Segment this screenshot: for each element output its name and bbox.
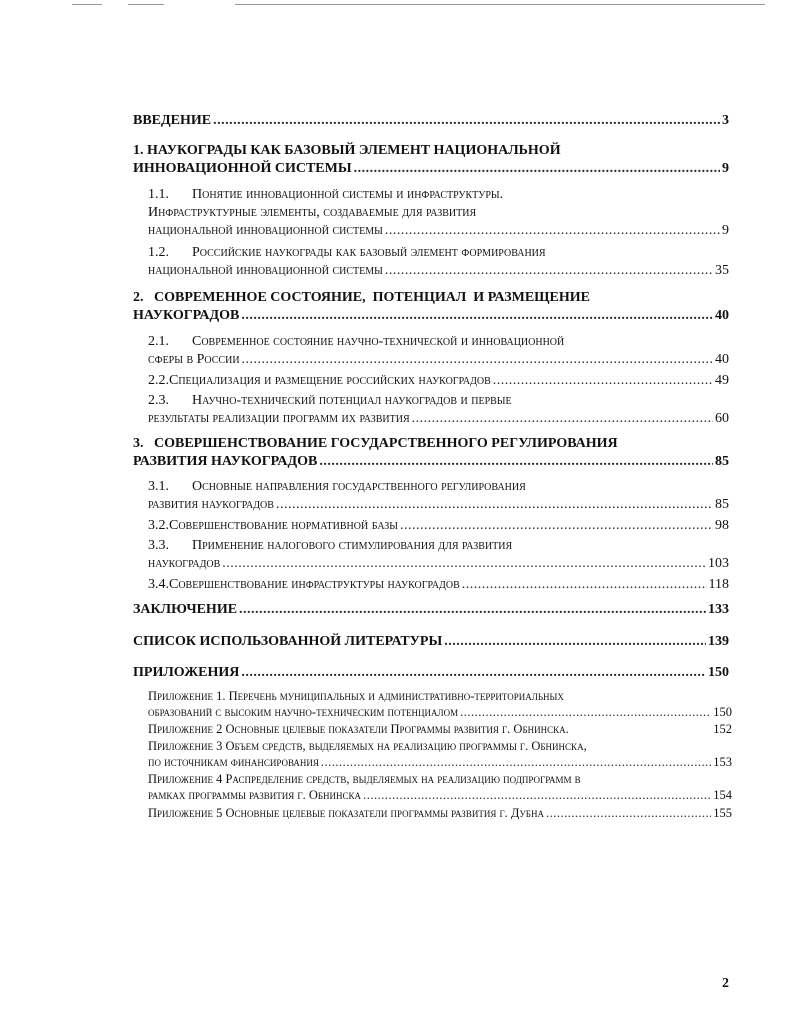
toc-section-number: 1.1.	[148, 187, 169, 202]
toc-entry-appendix-3	[148, 738, 732, 770]
toc-entry-page: 85	[715, 454, 729, 469]
toc-entry-page: 98	[715, 518, 729, 533]
toc-entry-chapter-2	[133, 289, 729, 325]
toc-section-number: 1.2.	[148, 245, 169, 260]
dot-leader	[493, 372, 713, 390]
dot-leader	[241, 307, 713, 325]
dot-leader	[546, 805, 711, 821]
toc-section-number: 3.4.	[148, 577, 169, 592]
toc-entry-appendix-2	[148, 721, 732, 737]
dot-leader	[222, 555, 706, 573]
toc-entry-section-3-3	[148, 537, 729, 573]
scan-artifact-line	[235, 4, 765, 5]
toc-section-number: 2.1.	[148, 334, 169, 349]
toc-entry-section-3-1	[148, 478, 729, 514]
toc-entry-introduction	[133, 112, 729, 130]
toc-entry-page: 150	[708, 665, 729, 680]
toc-entry-title: 2. СОВРЕМЕННОЕ СОСТОЯНИЕ, ПОТЕНЦИАЛ И РАЗМЕЩЕНИЕ	[133, 290, 590, 305]
toc-entry-title: Приложение 4 Распределение средств, выделяемых на реализацию подпрограмм в	[148, 772, 581, 786]
toc-entry-title: образований с высоким научно-техническим потенциалом	[148, 705, 459, 719]
toc-entry-title: результаты реализации программ их развития	[148, 411, 410, 426]
toc-section-number: 3.1.	[148, 479, 169, 494]
toc-entry-page: 9	[722, 161, 729, 176]
toc-entry-page: 152	[713, 722, 732, 736]
toc-section-number: 3.3.	[148, 538, 169, 553]
page-number: 2	[722, 976, 729, 991]
toc-section-number: 2.3.	[148, 393, 169, 408]
toc-entry-title: Инфраструктурные элементы, создаваемые для развития	[148, 205, 477, 220]
toc-entry-section-1-2	[148, 244, 729, 280]
toc-entry-title: Современное состояние научно-технической и инновационной	[192, 334, 565, 349]
toc-entry-title: ПРИЛОЖЕНИЯ	[133, 665, 240, 680]
dot-leader	[385, 262, 713, 280]
toc-entry-title: Применение налогового стимулирования для развития	[192, 538, 513, 553]
toc-entry-page: 118	[708, 577, 729, 592]
toc-entry-title: национальной инновационной системы	[148, 263, 383, 278]
toc-entry-title: СПИСОК ИСПОЛЬЗОВАННОЙ ЛИТЕРАТУРЫ	[133, 634, 443, 649]
toc-section-number: 3.2.	[148, 518, 169, 533]
toc-entry-page: 154	[713, 788, 732, 802]
toc-section-number: 2.2.	[148, 373, 169, 388]
dot-leader	[385, 222, 720, 240]
dot-leader	[460, 704, 711, 720]
toc-entry-page: 49	[715, 373, 729, 388]
dot-leader	[242, 351, 713, 369]
toc-entry-title: Специализация и размещение российских наукоградов	[169, 373, 491, 388]
dot-leader	[239, 601, 706, 619]
toc-entry-title: РАЗВИТИЯ НАУКОГРАДОВ	[133, 454, 318, 469]
dot-leader	[462, 576, 707, 594]
toc-entry-page: 133	[708, 602, 729, 617]
toc-entry-page: 85	[715, 497, 729, 512]
toc-entry-title: Приложение 5 Основные целевые показатели программы развития г. Дубна	[148, 806, 544, 820]
toc-entry-title: по источникам финансирования	[148, 755, 319, 769]
toc-entry-title: развития наукоградов	[148, 497, 274, 512]
toc-entry-page: 35	[715, 263, 729, 278]
dot-leader	[354, 160, 720, 178]
toc-entry-page: 9	[722, 223, 729, 238]
toc-entry-section-3-2	[148, 517, 729, 535]
toc-entry-title: наукоградов	[148, 556, 221, 571]
toc-entry-appendices	[133, 664, 729, 682]
toc-entry-chapter-1	[133, 142, 729, 178]
toc-entry-title: Совершенствование инфраструктуры наукоградов	[169, 577, 460, 592]
toc-entry-title: Научно-технический потенциал наукоградов и первые	[192, 393, 512, 408]
toc-entry-title: Основные направления государственного регулирования	[192, 479, 526, 494]
toc-entry-section-1-1	[148, 186, 729, 240]
toc-entry-chapter-3	[133, 435, 729, 471]
toc-entry-title: Приложение 2 Основные целевые показатели Программы развития г. Обнинска.	[148, 722, 569, 736]
dot-leader	[276, 496, 713, 514]
dot-leader	[321, 754, 711, 770]
toc-entry-page: 40	[715, 308, 729, 323]
toc-entry-title: Приложение 3 Объем средств, выделяемых на реализацию программы г. Обнинска,	[148, 739, 587, 753]
toc-entry-section-2-2	[148, 372, 729, 390]
toc-entry-title: Совершенствование нормативной базы	[169, 518, 399, 533]
toc-entry-title: 1. НАУКОГРАДЫ КАК БАЗОВЫЙ ЭЛЕМЕНТ НАЦИОНАЛЬНОЙ	[133, 143, 561, 158]
toc-entry-page: 153	[713, 755, 732, 769]
toc-entry-appendix-1	[148, 688, 732, 720]
toc-entry-appendix-5	[148, 805, 732, 821]
toc-entry-conclusion	[133, 601, 729, 619]
toc-entry-page: 60	[715, 411, 729, 426]
toc-entry-page: 155	[713, 806, 732, 820]
toc-entry-title: НАУКОГРАДОВ	[133, 308, 240, 323]
toc-entry-title: Российские наукограды как базовый элемент формирования	[192, 245, 546, 260]
dot-leader	[400, 517, 713, 535]
toc-entry-title: 3. СОВЕРШЕНСТВОВАНИЕ ГОСУДАРСТВЕННОГО РЕГУЛИРОВАНИЯ	[133, 436, 618, 451]
toc-entry-title: ЗАКЛЮЧЕНИЕ	[133, 602, 238, 617]
toc-entry-title: Понятие инновационной системы и инфраструктуры.	[192, 187, 504, 202]
toc-entry-appendix-4	[148, 771, 732, 803]
toc-entry-section-2-1	[148, 333, 729, 369]
dot-leader	[241, 664, 706, 682]
toc-entry-references	[133, 633, 729, 651]
toc-entry-title: национальной инновационной системы	[148, 223, 383, 238]
toc-entry-title: ВВЕДЕНИЕ	[133, 113, 212, 128]
dot-leader	[363, 787, 711, 803]
toc-entry-title: ИННОВАЦИОННОЙ СИСТЕМЫ	[133, 161, 352, 176]
toc-entry-page: 3	[722, 113, 729, 128]
toc-entry-title: сферы в России	[148, 352, 240, 367]
toc-entry-page: 150	[713, 705, 732, 719]
dot-leader	[412, 410, 713, 428]
toc-entry-page: 103	[708, 556, 729, 571]
toc-entry-page: 40	[715, 352, 729, 367]
scan-artifact-line	[128, 4, 164, 5]
toc-entry-section-2-3	[148, 392, 729, 428]
dot-leader	[444, 633, 706, 651]
toc-entry-title: Приложение 1. Перечень муниципальных и административно-территориальных	[148, 689, 564, 703]
toc-entry-section-3-4	[148, 576, 729, 594]
toc-entry-page: 139	[708, 634, 729, 649]
scan-artifact-line	[72, 4, 102, 5]
dot-leader	[213, 112, 720, 130]
toc-entry-title: рамках программы развития г. Обнинска	[148, 788, 362, 802]
dot-leader	[319, 453, 713, 471]
